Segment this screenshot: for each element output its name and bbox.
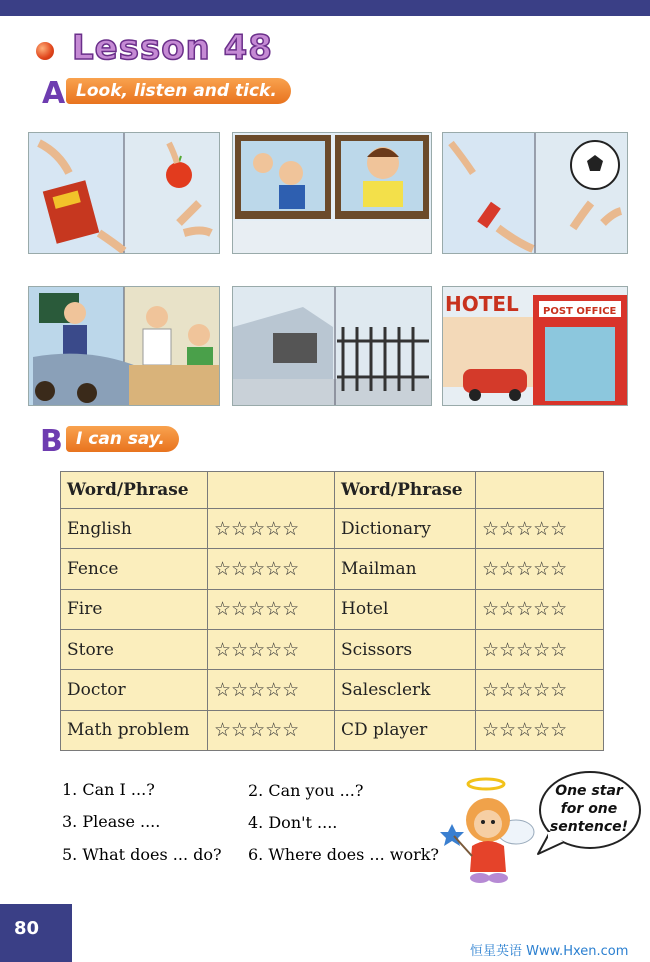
- picture-scissors-ball: [442, 132, 628, 254]
- bubble-line: sentence!: [549, 819, 629, 835]
- lesson-title: Lesson 48: [72, 28, 273, 68]
- sentence-prompt: 6. Where does ... work?: [248, 845, 440, 864]
- word-cell: Math problem: [61, 710, 208, 750]
- word-cell: Doctor: [61, 670, 208, 710]
- sentence-prompt: 2. Can you ...?: [248, 781, 364, 800]
- page-number: 80: [14, 918, 40, 939]
- table-header-word-phrase-left: Word/Phrase: [61, 472, 208, 509]
- bubble-line: for one: [560, 801, 618, 817]
- table-header-rating-right: [476, 472, 604, 509]
- section-b-instruction: I can say.: [66, 426, 179, 452]
- vocabulary-table: [60, 471, 604, 751]
- hotel-sign: HOTEL: [445, 292, 519, 316]
- word-cell: Scissors: [335, 629, 476, 669]
- section-b-letter: B: [40, 424, 63, 459]
- section-a-letter: A: [42, 76, 66, 111]
- section-a-instruction: Look, listen and tick.: [66, 78, 291, 104]
- star-rating[interactable]: ☆☆☆☆☆: [208, 670, 335, 710]
- speech-bubble: [536, 770, 642, 854]
- star-rating[interactable]: ☆☆☆☆☆: [208, 549, 335, 589]
- star-rating[interactable]: ☆☆☆☆☆: [476, 549, 604, 589]
- word-cell: Salesclerk: [335, 670, 476, 710]
- bullet-dot-icon: [36, 42, 54, 60]
- table-row: [61, 508, 604, 548]
- bubble-line: One star: [555, 783, 623, 799]
- word-cell: CD player: [335, 710, 476, 750]
- page-number-box: [0, 904, 72, 962]
- sentence-prompt: 4. Don't ....: [248, 813, 338, 832]
- star-rating[interactable]: ☆☆☆☆☆: [208, 629, 335, 669]
- table-header-row: [61, 472, 604, 509]
- star-rating[interactable]: ☆☆☆☆☆: [476, 589, 604, 629]
- word-cell: English: [61, 508, 208, 548]
- picture-hotel-post-office: [442, 286, 628, 406]
- table-row: [61, 710, 604, 750]
- angel-mascot-icon: [436, 772, 536, 892]
- star-rating[interactable]: ☆☆☆☆☆: [476, 508, 604, 548]
- star-rating[interactable]: ☆☆☆☆☆: [208, 710, 335, 750]
- table-row: [61, 670, 604, 710]
- star-rating[interactable]: ☆☆☆☆☆: [476, 670, 604, 710]
- word-cell: Store: [61, 629, 208, 669]
- word-cell: Fire: [61, 589, 208, 629]
- star-rating[interactable]: ☆☆☆☆☆: [476, 629, 604, 669]
- picture-children-window: [232, 132, 432, 254]
- word-cell: Mailman: [335, 549, 476, 589]
- word-cell: Fence: [61, 549, 208, 589]
- picture-teacher-doctor: [28, 286, 220, 406]
- star-rating[interactable]: ☆☆☆☆☆: [208, 508, 335, 548]
- star-rating[interactable]: ☆☆☆☆☆: [476, 710, 604, 750]
- picture-store-fence: [232, 286, 432, 406]
- word-cell: Hotel: [335, 589, 476, 629]
- speech-bubble-text: [536, 782, 642, 836]
- word-cell: Dictionary: [335, 508, 476, 548]
- sentence-prompt: 3. Please ....: [62, 812, 161, 831]
- top-bar: [0, 0, 650, 16]
- table-row: [61, 549, 604, 589]
- sentence-prompt: 1. Can I ...?: [62, 780, 155, 799]
- watermark: 恒星英语 Www.Hxen.com: [470, 944, 629, 959]
- table-header-word-phrase-right: Word/Phrase: [335, 472, 476, 509]
- sentence-prompt: 5. What does ... do?: [62, 845, 222, 864]
- table-header-rating-left: [208, 472, 335, 509]
- post-office-sign: POST OFFICE: [543, 306, 617, 317]
- table-row: [61, 589, 604, 629]
- star-rating[interactable]: ☆☆☆☆☆: [208, 589, 335, 629]
- picture-dictionary-apple: [28, 132, 220, 254]
- table-row: [61, 629, 604, 669]
